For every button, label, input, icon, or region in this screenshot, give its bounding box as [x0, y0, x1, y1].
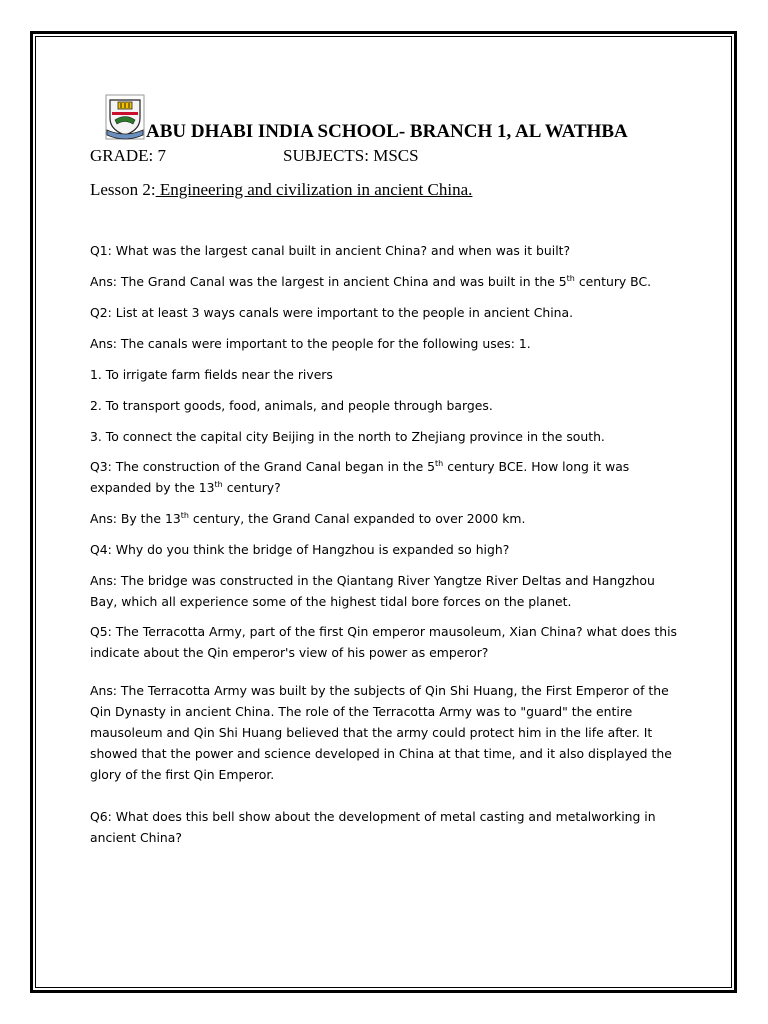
grade-subjects-line: [90, 146, 419, 166]
answer-5: Ans: The Terracotta Army was built by the subjects of Qin Shi Huang, the First Emperor of the Qin Dynasty in ancient China. The role of the Terracotta Army was to "guard" the entire mausoleum and Qin Shi Huang believed that the army could protect him in the life after. It showed that the power and science developed in China at that time, and it also displayed the glory of the first Qin Emperor.: [90, 683, 672, 782]
grade-label: GRADE: 7: [90, 146, 167, 165]
answer-3: Ans: By the 13th century, the Grand Canal expanded to over 2000 km.: [90, 511, 526, 526]
answer-2-item-2: 2. To transport goods, food, animals, and people through barges.: [90, 398, 493, 413]
question-1: Q1: What was the largest canal built in ancient China? and when was it built?: [90, 243, 571, 258]
question-2: Q2: List at least 3 ways canals were important to the people in ancient China.: [90, 305, 574, 320]
school-name-heading: ABU DHABI INDIA SCHOOL- BRANCH 1, AL WATHBA: [146, 121, 628, 142]
question-5: Q5: The Terracotta Army, part of the first Qin emperor mausoleum, Xian China? what does this indicate about the Qin emperor's view of his power as emperor?: [90, 624, 678, 660]
subjects-label: SUBJECTS: MSCS: [283, 146, 419, 165]
answer-2: Ans: The canals were important to the people for the following uses: 1.: [90, 336, 531, 351]
lesson-prefix: Lesson 2:: [90, 180, 156, 199]
answer-4: Ans: The bridge was constructed in the Qiantang River Yangtze River Deltas and Hangzhou Bay, which all experience some of the highest tidal bore forces on the planet.: [90, 573, 655, 609]
question-3: Q3: The construction of the Grand Canal began in the 5th century BCE. How long it was expanded by the 13th century?: [90, 459, 630, 495]
answer-2-item-1: 1. To irrigate farm fields near the rivers: [90, 367, 333, 382]
lesson-heading: [90, 180, 472, 200]
answer-2-item-3: 3. To connect the capital city Beijing in the north to Zhejiang province in the south.: [90, 429, 605, 444]
question-6: Q6: What does this bell show about the development of metal casting and metalworking in ancient China?: [90, 809, 656, 845]
lesson-title: Engineering and civilization in ancient China.: [155, 180, 473, 199]
question-4: Q4: Why do you think the bridge of Hangzhou is expanded so high?: [90, 542, 510, 557]
answer-1: Ans: The Grand Canal was the largest in ancient China and was built in the 5th century BC.: [90, 274, 652, 289]
school-crest-logo: [103, 94, 147, 140]
